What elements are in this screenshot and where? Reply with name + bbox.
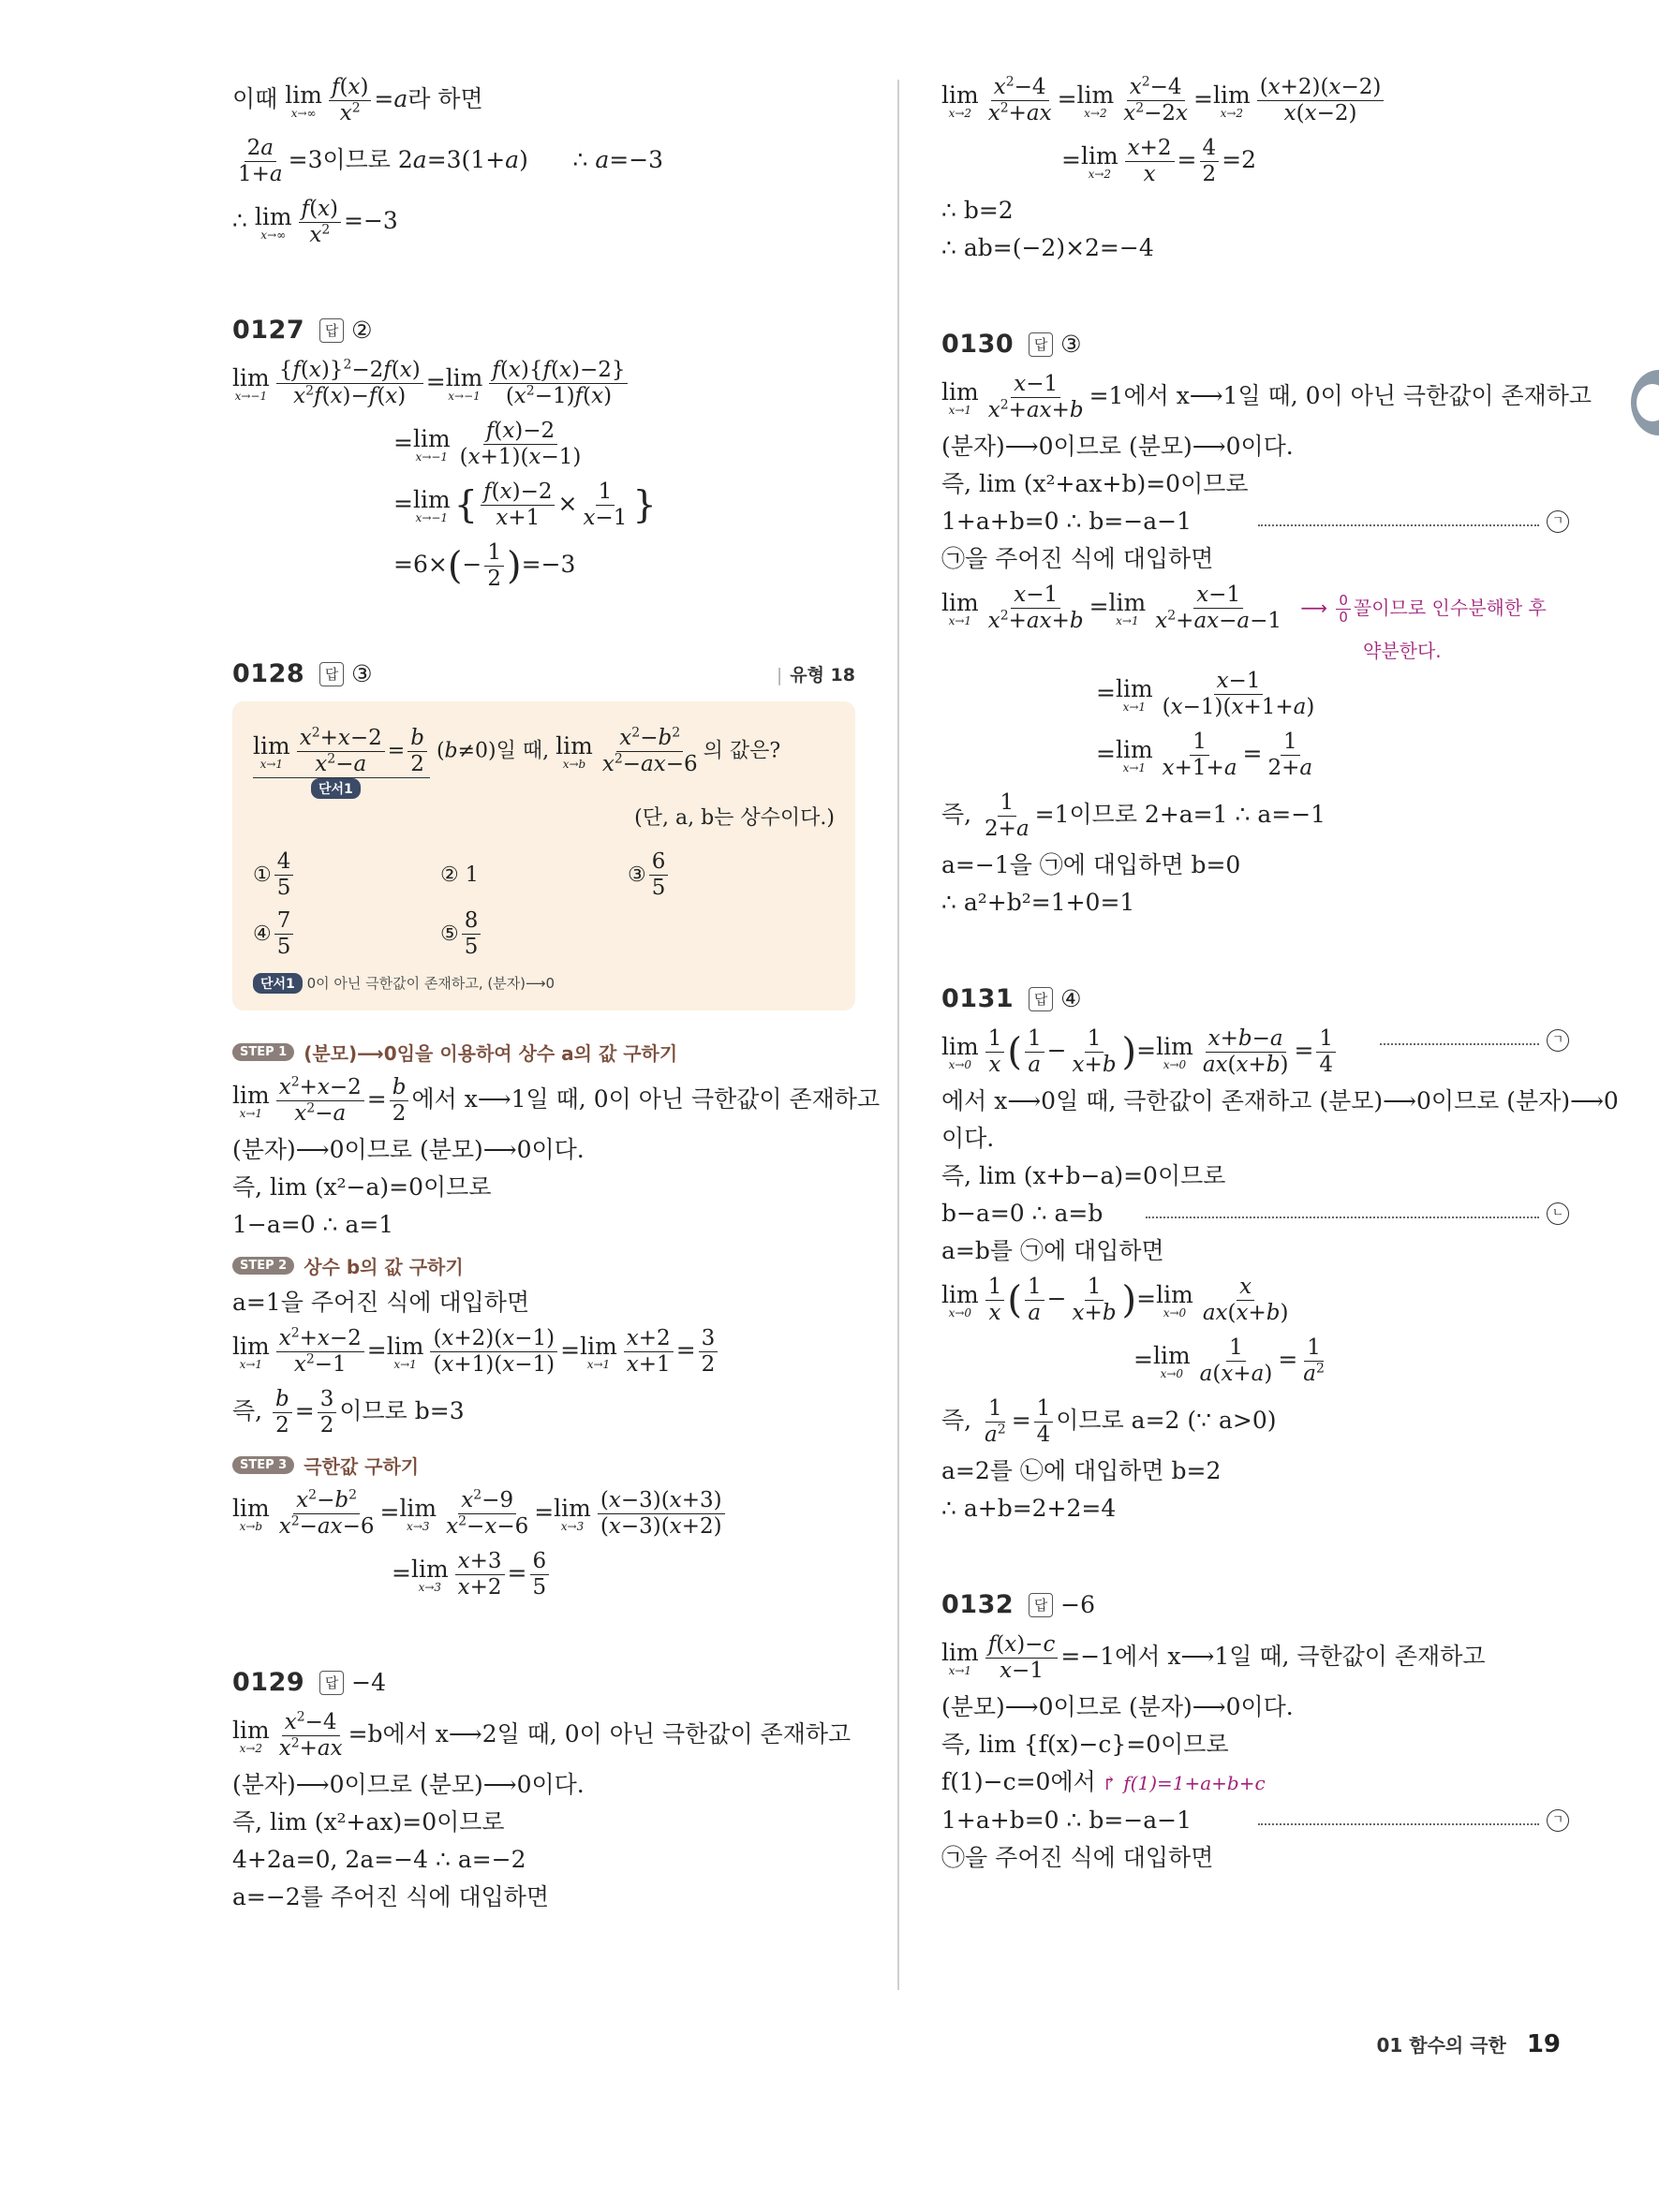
problem-condition: (단, a, b는 상수이다.) bbox=[634, 806, 835, 830]
eq-0127-1: lim x→−1 $\frac{\{f(x)\}^2-2f(x)}{x^2f(x)-f(x)}$ = lim x→−1 $\frac{f(x)\{f(x)-2\}}{(x^2-1)f(x)}$ bbox=[232, 358, 855, 409]
p0130-line-10: a=−1을 ㉠에 대입하면 b=0 bbox=[941, 851, 1241, 878]
cont-line-1: 이때 lim x→∞ $\frac{f(x)}{x^2}$ =a라 하면 bbox=[232, 75, 483, 125]
p0129-cont-3: ∴ b=2 bbox=[941, 197, 1014, 224]
p0132-line-5: 1+a+b=0 ∴ b=−a−1 ㄱ bbox=[941, 1806, 1569, 1835]
s3-line-1: lim x→b $\frac{x^2-b^2}{x^2-ax-6}$ = lim x→3 $\frac{x^2-9}{x^2-x-6}$ = lim x→3 $\frac{(x-3)(x+3)}{(x-3)(x+2)}$ bbox=[232, 1488, 855, 1540]
choices bbox=[253, 849, 835, 960]
p0132-line-1: lim x→1 $\frac{f(x)-c}{x-1}$ =−1에서 x⟶1일 때, 극한값이 존재하고 bbox=[941, 1632, 1486, 1683]
step-2: STEP 2 상수 b의 값 구하기 bbox=[232, 1252, 855, 1279]
s2-line-3: 즉, $\frac{b}{2}$ = $\frac{3}{2}$ 이므로 b=3 bbox=[232, 1387, 465, 1438]
answer-value: ② bbox=[351, 317, 373, 344]
step-3: STEP 3 극한값 구하기 bbox=[232, 1452, 855, 1479]
left-column bbox=[232, 66, 881, 1921]
choice-5[interactable]: ⑤ $\frac{8}{5}$ bbox=[440, 908, 628, 960]
p0130-line-4: 1+a+b=0 ∴ b=−a−1 ㄱ bbox=[941, 508, 1569, 536]
p0129-line-2: (분자)⟶0이므로 (분모)⟶0이다. bbox=[232, 1771, 585, 1798]
p0130-line-6: lim x→1 $\frac{x-1}{x^2+ax+b}$ = lim x→1 $\frac{x-1}{x^2+ax-a-1}$ ⟶ $\frac{0}{0}$ 꼴이므로 인수분해한 후 bbox=[941, 582, 1547, 633]
problem-number: 0131 bbox=[941, 984, 1015, 1013]
p0130-note-2: 약분한다. bbox=[1363, 640, 1442, 662]
eq-0127-3: = lim x→−1 { $\frac{f(x)-2}{x+1}$ × $\frac{1}{x-1}$ } bbox=[393, 479, 657, 530]
answer-value: ④ bbox=[1060, 985, 1082, 1012]
page-number: 19 bbox=[1526, 2030, 1561, 2058]
problem-0132-header bbox=[941, 1590, 1569, 1619]
circle-mark-1-icon: ㄱ bbox=[1547, 1029, 1569, 1052]
hint-line: 단서1 0이 아닌 극한값이 존재하고, (분자)⟶0 bbox=[253, 973, 835, 994]
chapter-title: 01 함수의 극한 bbox=[1376, 2034, 1506, 2057]
choice-1[interactable]: ① $\frac{4}{5}$ bbox=[253, 849, 440, 901]
problem-0130-header bbox=[941, 330, 1569, 359]
p0130-line-5: ㉠을 주어진 식에 대입하면 bbox=[941, 545, 1214, 572]
p0132-line-4: f(1)−c=0에서 ↱ f(1)=1+a+b+c bbox=[941, 1768, 1266, 1795]
answer-icon: 답 bbox=[1029, 332, 1053, 357]
p0129-line-1: lim x→2 $\frac{x^2-4}{x^2+ax}$ =b에서 x⟶2일 때, 0이 아닌 극한값이 존재하고 bbox=[232, 1709, 852, 1761]
p0129-line-3: 즉, lim (x²+ax)=0이므로 bbox=[232, 1808, 505, 1836]
p0131-line-9: 즉, $\frac{1}{a^2}$ = $\frac{1}{4}$ 이므로 a=2 (∵ a>0) bbox=[941, 1396, 1277, 1447]
annotation-note: ⟶ $\frac{0}{0}$ 꼴이므로 인수분해한 후 bbox=[1294, 592, 1547, 626]
problem-number: 0127 bbox=[232, 316, 305, 345]
problem-0127-header bbox=[232, 316, 855, 345]
p0132-line-3: 즉, lim {f(x)−c}=0이므로 bbox=[941, 1731, 1229, 1758]
p0129-cont-1: lim x→2 $\frac{x^2-4}{x^2+ax}$ = lim x→2 $\frac{x^2-4}{x^2-2x}$ = lim x→2 $\frac{(x+2)(x-2)}{x(x-2)}$ bbox=[941, 75, 1569, 126]
answer-value: −4 bbox=[351, 1669, 387, 1696]
cont-line-2: $\frac{2a}{1+a}$ =3이므로 2a=3(1+a) ∴ a=−3 bbox=[238, 136, 664, 186]
problem-number: 0130 bbox=[941, 330, 1015, 359]
circle-mark-1-icon: ㄱ bbox=[1547, 1809, 1569, 1832]
p0131-line-5: b−a=0 ∴ a=b ㄴ bbox=[941, 1200, 1569, 1228]
answer-value: ③ bbox=[1060, 331, 1082, 358]
s2-line-1: a=1을 주어진 식에 대입하면 bbox=[232, 1289, 530, 1316]
p0131-line-7: lim x→0 $\frac{1}{x}$ ( $\frac{1}{a}$ − $\frac{1}{x+b}$ )= lim x→0 $\frac{x}{ax(x+b)}$ bbox=[941, 1275, 1289, 1325]
p0130-line-1: lim x→1 $\frac{x-1}{x^2+ax+b}$ =1에서 x⟶1일 때, 0이 아닌 극한값이 존재하고 bbox=[941, 372, 1592, 422]
circle-mark-2-icon: ㄴ bbox=[1547, 1202, 1569, 1225]
answer-icon: 답 bbox=[319, 1671, 344, 1695]
problem-number: 0132 bbox=[941, 1590, 1015, 1619]
p0130-line-9: 즉, $\frac{1}{2+a}$ =1이므로 2+a=1 ∴ a=−1 bbox=[941, 790, 1326, 841]
page-footer bbox=[1376, 2030, 1561, 2058]
answer-value: −6 bbox=[1060, 1591, 1096, 1618]
eq-0127-4: =6×(− $\frac{1}{2}$ )=−3 bbox=[393, 540, 576, 591]
choice-2[interactable]: ② 1 bbox=[440, 863, 479, 887]
cont-line-3: ∴ lim x→∞ $\frac{f(x)}{x^2}$ =−3 bbox=[232, 197, 398, 247]
eq-0127-2: = lim x→−1 $\frac{f(x)-2}{(x+1)(x-1)}$ bbox=[393, 419, 582, 469]
p0131-line-11: ∴ a+b=2+2=4 bbox=[941, 1495, 1117, 1522]
s2-line-2: lim x→1 $\frac{x^2+x-2}{x^2-1}$ = lim x→1 $\frac{(x+2)(x-1)}{(x+1)(x-1)}$ = lim x→1 $\frac{x+2}{x+1}$ = $\frac{3}{2}$ bbox=[232, 1326, 855, 1378]
circle-mark-1-icon: ㄱ bbox=[1547, 510, 1569, 533]
p0130-line-8: = lim x→1 $\frac{1}{x+1+a}$ = $\frac{1}{2+a}$ bbox=[1096, 730, 1313, 780]
p0131-line-8: = lim x→0 $\frac{1}{a(x+a)}$ = $\frac{1}{a^2}$ bbox=[1133, 1335, 1325, 1386]
column-divider bbox=[897, 80, 899, 1990]
p0131-line-2: 에서 x⟶0일 때, 극한값이 존재하고 (분모)⟶0이므로 (분자)⟶0 bbox=[941, 1087, 1619, 1114]
p0130-line-7: = lim x→1 $\frac{x-1}{(x-1)(x+1+a)}$ bbox=[1096, 669, 1315, 719]
answer-value: ③ bbox=[351, 660, 373, 687]
p0131-line-10: a=2를 ㉡에 대입하면 b=2 bbox=[941, 1457, 1222, 1484]
problem-0128-header bbox=[232, 659, 855, 688]
p0130-line-11: ∴ a²+b²=1+0=1 bbox=[941, 889, 1135, 916]
p0131-line-4: 즉, lim (x+b−a)=0이므로 bbox=[941, 1162, 1226, 1189]
p0132-line-2: (분모)⟶0이므로 (분자)⟶0이다. bbox=[941, 1693, 1294, 1720]
answer-icon: 답 bbox=[1029, 987, 1053, 1011]
step-1: STEP 1 (분모)⟶0임을 이용하여 상수 a의 값 구하기 bbox=[232, 1039, 855, 1066]
problem-box-0128 bbox=[232, 701, 855, 1010]
problem-statement: lim x→1 $\frac{x^2+x-2}{x^2-a}$ = $\frac{b}{2}$ (b≠0)일 때, lim x→b $\frac{x^2-b^2}{x^2-ax-6}$ 의 값은? bbox=[253, 725, 781, 776]
p0130-line-2: (분자)⟶0이므로 (분모)⟶0이다. bbox=[941, 433, 1294, 460]
s3-line-2: = lim x→3 $\frac{x+3}{x+2}$ = $\frac{6}{5}$ bbox=[232, 1549, 855, 1600]
s1-line-2: (분자)⟶0이므로 (분모)⟶0이다. bbox=[232, 1136, 585, 1163]
problem-number: 0128 bbox=[232, 659, 305, 688]
choice-3[interactable]: ③ $\frac{6}{5}$ bbox=[628, 849, 815, 901]
p0131-line-3: 이다. bbox=[941, 1125, 995, 1152]
problem-0131-header bbox=[941, 984, 1569, 1013]
p0132-line-6: ㉠을 주어진 식에 대입하면 bbox=[941, 1844, 1214, 1871]
hint-badge: 단서1 bbox=[311, 778, 361, 799]
type-tag: | 유형 18 bbox=[776, 665, 855, 686]
problem-0129-header bbox=[232, 1668, 855, 1697]
s1-line-3: 즉, lim (x²−a)=0이므로 bbox=[232, 1173, 492, 1201]
s1-line-1: lim x→1 $\frac{x^2+x-2}{x^2-a}$ = $\frac{b}{2}$ 에서 x⟶1일 때, 0이 아닌 극한값이 존재하고 bbox=[232, 1074, 881, 1126]
answer-icon: 답 bbox=[319, 318, 344, 343]
p0131-line-1: lim x→0 $\frac{1}{x}$ ( $\frac{1}{a}$ − $\frac{1}{x+b}$ )= lim x→0 $\frac{x+b-a}{ax(x+b)}$ = $\frac{1}{4}$ ㄱ bbox=[941, 1026, 1569, 1078]
p0129-cont-4: ∴ ab=(−2)×2=−4 bbox=[941, 234, 1154, 261]
choice-4[interactable]: ④ $\frac{7}{5}$ bbox=[253, 908, 440, 960]
right-column bbox=[941, 66, 1619, 1881]
p0129-line-4: 4+2a=0, 2a=−4 ∴ a=−2 bbox=[232, 1846, 526, 1873]
s1-line-4: 1−a=0 ∴ a=1 bbox=[232, 1211, 394, 1238]
problem-number: 0129 bbox=[232, 1668, 305, 1697]
p0129-line-5: a=−2를 주어진 식에 대입하면 bbox=[232, 1883, 550, 1910]
p0129-cont-2: = lim x→2 $\frac{x+2}{x}$ = $\frac{4}{2}$ =2 bbox=[1061, 136, 1256, 186]
answer-icon: 답 bbox=[1029, 1593, 1053, 1617]
p0130-line-3: 즉, lim (x²+ax+b)=0이므로 bbox=[941, 470, 1249, 497]
answer-icon: 답 bbox=[319, 662, 344, 686]
p0131-line-6: a=b를 ㉠에 대입하면 bbox=[941, 1237, 1164, 1264]
